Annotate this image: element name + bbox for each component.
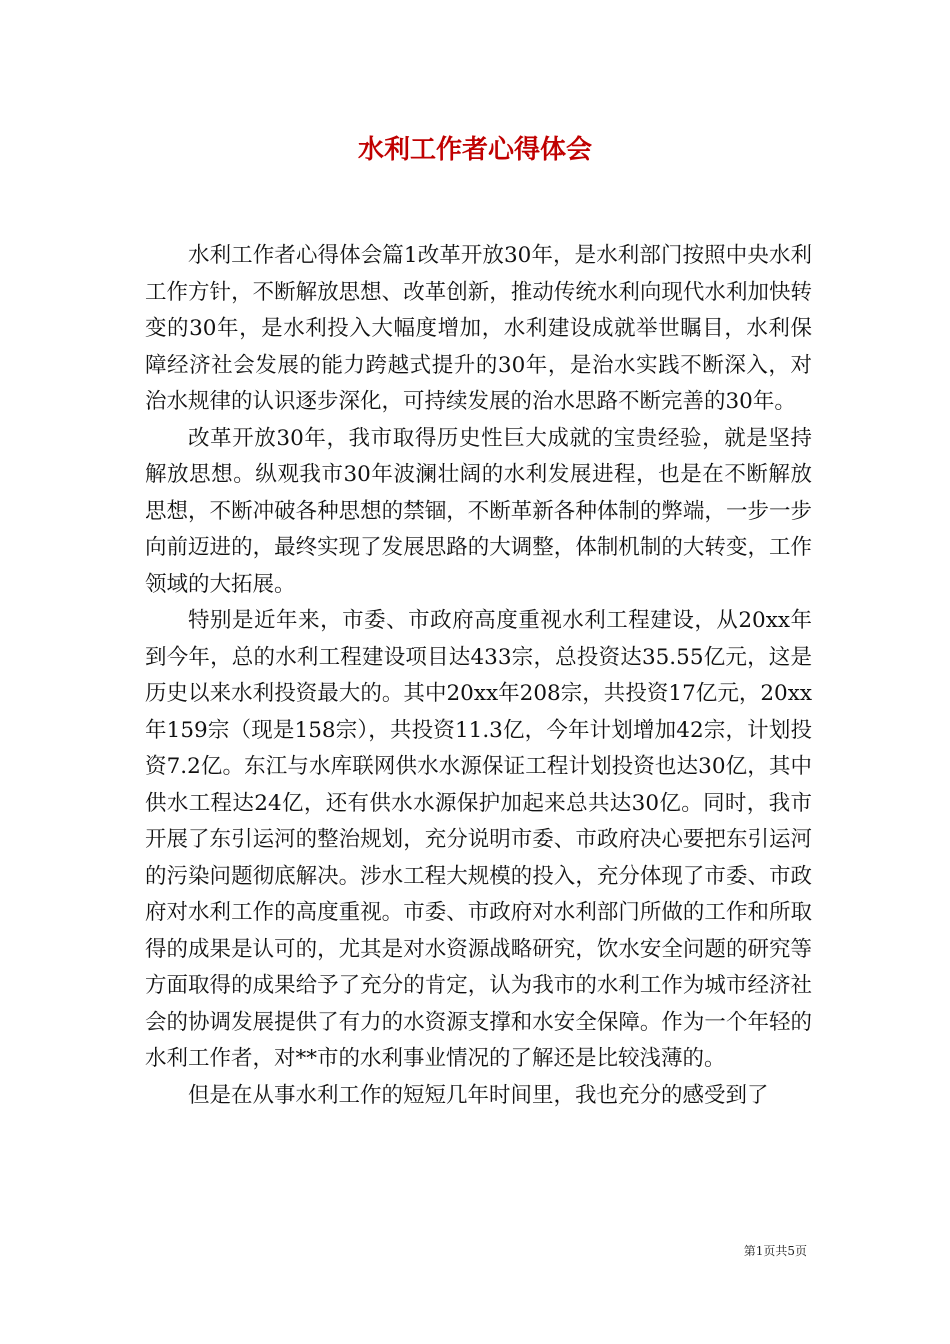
paragraph-1: 水利工作者心得体会篇1改革开放30年，是水利部门按照中央水利工作方针，不断解放思想、改革创新，推动传统水利向现代水利加快转变的30年，是水利投入大幅度增加，水利建设成就举世瞩目，水利保障经济社会发展的能力跨越式提升的30年，是治水实践不断深入，对治水规律的认识逐步深化，可持续发展的治水思路不断完善的30年。 — [145, 243, 812, 414]
page-number-footer: 第1页共5页 — [743, 1244, 807, 1258]
paragraph-2: 改革开放30年，我市取得历史性巨大成就的宝贵经验，就是坚持解放思想。纵观我市30年波澜壮阔的水利发展进程，也是在不断解放思想，不断冲破各种思想的禁锢，不断革新各种体制的弊端，一步一步向前迈进的，最终实现了发展思路的大调整，体制机制的大转变，工作领域的大拓展。 — [145, 425, 812, 597]
paragraph-3: 特别是近年来，市委、市政府高度重视水利工程建设，从20xx年到今年，总的水利工程建设项目达433宗，总投资达35.55亿元，这是历史以来水利投资最大的。其中20xx年208宗，共投资17亿元，20xx年159宗（现是158宗），共投资11.3亿，今年计划增加42宗，计划投资7.2亿。东江与水库联网供水水源保证工程计划投资也达30亿，其中供水工程达24亿，还有供水水源保护加起来总共达30亿。同时，我市开展了东引运河的整治规划，充分说明市委、市政府决心要把东引运河的污染问题彻底解决。涉水工程大规模的投入，充分体现了市委、市政府对水利工作的高度重视。市委、市政府对水利部门所做的工作和所取得的成果是认可的，尤其是对水资源战略研究，饮水安全问题的研究等方面取得的成果给予了充分的肯定，认为我市的水利工作为城市经济社会的协调发展提供了有力的水资源支撑和水安全保障。作为一个年轻的水利工作者，对**市的水利事业情况的了解还是比较浅薄的。 — [145, 608, 812, 1071]
paragraph-4: 但是在从事水利工作的短短几年时间里，我也充分的感受到了 — [188, 1082, 769, 1108]
document-body — [145, 238, 812, 1114]
document-title: 水利工作者心得体会 — [357, 135, 592, 165]
